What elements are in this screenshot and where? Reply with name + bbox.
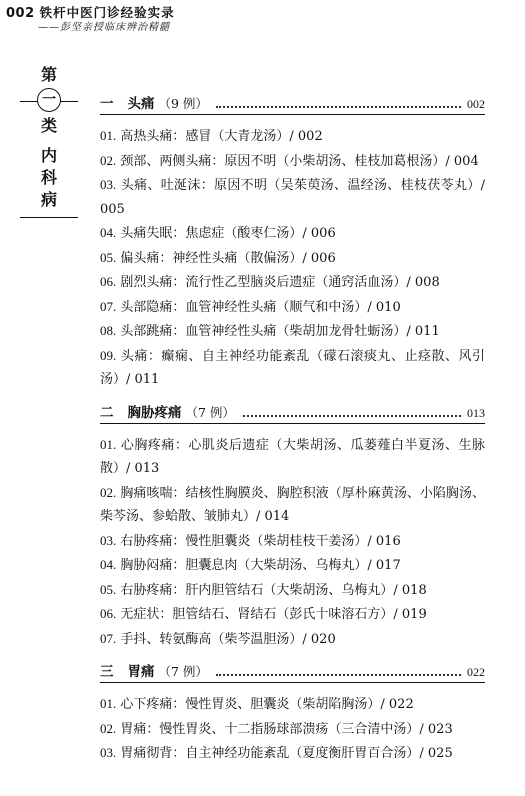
toc-entry[interactable]	[100, 319, 485, 344]
entry-text: 头痛、吐涎沫：原因不明（吴茱萸汤、温经汤、桂枝茯苓丸）/ 005	[100, 178, 485, 217]
part-label	[20, 62, 78, 218]
toc-entry[interactable]	[100, 741, 485, 766]
entry-text: 右胁疼痛：肝内胆管结石（大柴胡汤、乌梅丸）/ 018	[120, 582, 427, 598]
entry-text: 头部跳痛：血管神经性头痛（柴胡加龙骨牡蛎汤）/ 011	[120, 324, 440, 339]
entry-text: 胸胁闷痛：胆囊息肉（大柴胡汤、乌梅丸）/ 017	[120, 558, 401, 573]
dot-leader	[243, 415, 461, 417]
toc-entry[interactable]	[100, 344, 485, 392]
toc-section	[100, 401, 485, 652]
entry-text: 右胁疼痛：慢性胆囊炎（柴胡桂枝干姜汤）/ 016	[120, 533, 401, 549]
entry-number: 06.	[100, 606, 117, 621]
section-page: 022	[467, 665, 485, 679]
entry-number: 03.	[100, 532, 117, 548]
entry-number: 06.	[100, 274, 117, 289]
book-title: 铁杆中医门诊经验实录	[39, 5, 175, 20]
entry-text: 剧烈头痛：流行性乙型脑炎后遗症（通窍活血汤）/ 008	[120, 275, 440, 290]
section-count: （9 例）	[158, 96, 208, 111]
section-heading[interactable]	[100, 660, 485, 683]
part-di: 第	[40, 65, 57, 84]
toc-section	[100, 660, 485, 766]
part-lei: 类	[40, 116, 57, 135]
toc-entry[interactable]	[100, 173, 485, 221]
entry-text: 胃痛彻背：自主神经功能紊乱（夏度衡肝胃百合汤）/ 025	[120, 746, 453, 761]
entry-number: 07.	[100, 298, 117, 314]
toc-entry[interactable]	[100, 481, 485, 529]
toc-entry[interactable]	[100, 529, 485, 554]
entry-number: 03.	[100, 745, 117, 760]
part-name-char: 病	[40, 190, 57, 209]
toc-entry[interactable]	[100, 221, 485, 246]
entry-number: 02.	[100, 720, 117, 736]
toc-entry[interactable]	[100, 270, 485, 295]
entry-number: 01.	[100, 128, 117, 143]
toc-entry[interactable]	[100, 578, 485, 603]
part-number: 一	[37, 88, 61, 112]
section-page: 002	[467, 97, 485, 111]
table-of-contents	[100, 92, 485, 775]
entry-number: 07.	[100, 630, 117, 646]
toc-section	[100, 92, 485, 392]
section-heading[interactable]	[100, 92, 485, 115]
entry-text: 心胸疼痛：心肌炎后遗症（大柴胡汤、瓜蒌薤白半夏汤、生脉散）/ 013	[100, 437, 485, 476]
section-heading[interactable]	[100, 401, 485, 424]
entry-number: 04.	[100, 225, 117, 240]
toc-entry[interactable]	[100, 295, 485, 320]
entry-number: 03.	[100, 177, 117, 192]
section-number: 一	[100, 96, 114, 112]
section-count: （7 例）	[185, 404, 235, 420]
section-number: 二	[100, 404, 114, 421]
toc-entry[interactable]	[100, 433, 485, 481]
dot-leader	[216, 106, 461, 108]
section-number: 三	[100, 664, 114, 680]
section-count: （7 例）	[158, 664, 208, 679]
entry-number: 02.	[100, 152, 117, 168]
entry-text: 心下疼痛：慢性胃炎、胆囊炎（柴胡陷胸汤）/ 022	[120, 697, 414, 712]
toc-entry[interactable]	[100, 553, 485, 578]
part-name-char: 科	[40, 168, 57, 187]
entry-text: 手抖、转氨酶高（柴芩温胆汤）/ 020	[120, 631, 336, 647]
entry-text: 偏头痛：神经性头痛（散偏汤）/ 006	[120, 250, 336, 266]
entry-text: 胸痛咳喘：结核性胸膜炎、胸腔积液（厚朴麻黄汤、小陷胸汤、柴芩汤、参蛤散、皱肺丸）/ 014	[100, 485, 485, 524]
section-title: 胃痛	[127, 664, 155, 680]
part-number-badge	[20, 87, 78, 115]
entry-text: 胃痛：慢性胃炎、十二指肠球部溃疡（三合清中汤）/ 023	[120, 721, 453, 737]
toc-entry[interactable]	[100, 627, 485, 652]
part-bottom-rule	[20, 217, 78, 218]
toc-entry[interactable]	[100, 124, 485, 149]
page-number: 002	[6, 6, 35, 21]
dot-leader	[216, 674, 461, 676]
entry-number: 05.	[100, 581, 117, 597]
part-name-char: 内	[40, 146, 57, 165]
entry-text: 颈部、两侧头痛：原因不明（小柴胡汤、桂枝加葛根汤）/ 004	[120, 153, 479, 169]
entry-number: 09.	[100, 347, 117, 363]
toc-entry[interactable]	[100, 149, 485, 174]
toc-entry[interactable]	[100, 602, 485, 627]
entry-text: 无症状：胆管结石、肾结石（彭氏十味溶石方）/ 019	[120, 607, 427, 622]
entry-text: 头痛失眠：焦虑症（酸枣仁汤）/ 006	[120, 226, 336, 241]
entry-text: 高热头痛：感冒（大青龙汤）/ 002	[120, 129, 323, 144]
entry-text: 头部隐痛：血管神经性头痛（顺气和中汤）/ 010	[120, 299, 401, 315]
section-title: 头痛	[127, 96, 155, 112]
entry-number: 05.	[100, 249, 117, 265]
toc-entry[interactable]	[100, 692, 485, 717]
entry-text: 头痛：癫痫、自主神经功能紊乱（礞石滚痰丸、止痉散、风引汤）/ 011	[100, 348, 485, 387]
section-title: 胸胁疼痛	[127, 404, 182, 421]
entry-number: 01.	[100, 696, 117, 711]
toc-entry[interactable]	[100, 717, 485, 742]
section-page: 013	[467, 405, 485, 420]
entry-number: 08.	[100, 323, 117, 338]
book-subtitle: ——彭坚亲授临床辨治精髓	[38, 22, 170, 33]
toc-entry[interactable]	[100, 246, 485, 271]
entry-number: 02.	[100, 484, 117, 500]
entry-number: 04.	[100, 557, 117, 572]
entry-number: 01.	[100, 436, 117, 452]
running-header	[6, 2, 175, 33]
